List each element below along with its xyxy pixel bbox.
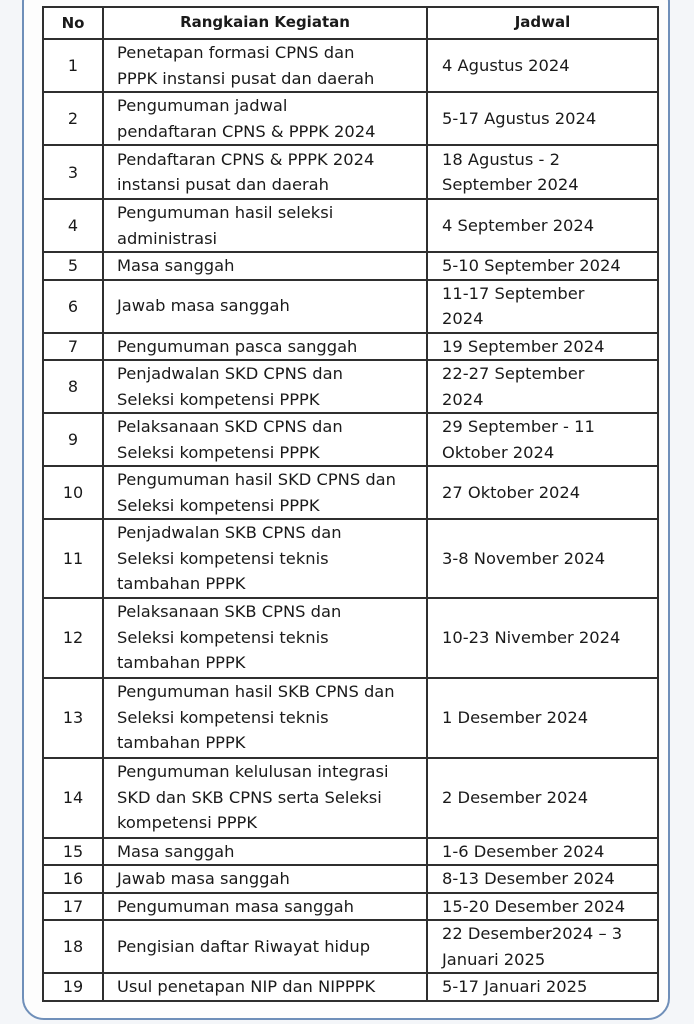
table-row xyxy=(43,252,658,280)
activity-cell xyxy=(103,252,427,280)
row-number: 1 xyxy=(43,39,103,92)
activity-cell xyxy=(103,838,427,866)
activity-line: pendaftaran CPNS & PPPK 2024 xyxy=(117,121,376,141)
table-row xyxy=(43,758,658,838)
activity-line: Pendaftaran CPNS & PPPK 2024 xyxy=(117,149,375,169)
schedule-cell xyxy=(427,865,658,893)
activity-line: Pengumuman masa sanggah xyxy=(117,896,354,916)
schedule-line: Januari 2025 xyxy=(442,949,546,969)
activity-cell xyxy=(103,973,427,1001)
row-number: 17 xyxy=(43,893,103,921)
schedule-line: 2024 xyxy=(442,309,484,328)
activity-cell xyxy=(103,598,427,678)
table-row xyxy=(43,519,658,598)
activity-cell xyxy=(103,333,427,361)
activity-line: Seleksi kompetensi PPPK xyxy=(117,442,320,462)
activity-line: tambahan PPPK xyxy=(117,653,246,673)
activity-line: Seleksi kompetensi teknis xyxy=(117,627,329,647)
table-row xyxy=(43,973,658,1001)
activity-cell xyxy=(103,893,427,921)
row-number: 6 xyxy=(43,280,103,333)
row-number: 4 xyxy=(43,199,103,252)
table-header-row xyxy=(43,7,658,39)
schedule-line: 29 September - 11 xyxy=(442,417,595,436)
table-row xyxy=(43,280,658,333)
schedule-line: 15-20 Desember 2024 xyxy=(442,896,626,916)
activity-line: administrasi xyxy=(117,228,218,248)
schedule-cell xyxy=(427,893,658,921)
row-number: 3 xyxy=(43,145,103,199)
activity-line: Seleksi kompetensi PPPK xyxy=(117,495,320,515)
schedule-line: 3-8 November 2024 xyxy=(442,548,606,568)
schedule-cell xyxy=(427,519,658,598)
activity-line: Pengumuman jadwal xyxy=(117,96,288,115)
activity-cell xyxy=(103,39,427,92)
activity-line: kompetensi PPPK xyxy=(117,813,258,833)
activity-line: instansi pusat dan daerah xyxy=(117,175,329,194)
schedule-line: 8-13 Desember 2024 xyxy=(442,869,615,888)
row-number: 7 xyxy=(43,333,103,361)
activity-line: Seleksi kompetensi teknis xyxy=(117,548,329,568)
schedule-line: 22 Desember2024 – 3 xyxy=(442,924,623,943)
activity-line: Masa sanggah xyxy=(117,256,235,275)
table-row xyxy=(43,893,658,921)
activity-line: Masa sanggah xyxy=(117,841,235,861)
schedule-cell xyxy=(427,973,658,1001)
activity-line: SKD dan SKB CPNS serta Seleksi xyxy=(117,787,382,807)
schedule-line: 10-23 Nivember 2024 xyxy=(442,627,621,647)
schedule-line: 19 September 2024 xyxy=(442,336,605,356)
schedule-line: 1-6 Desember 2024 xyxy=(442,841,605,861)
table-row xyxy=(43,360,658,413)
activity-line: Jawab masa sanggah xyxy=(117,869,290,888)
schedule-cell xyxy=(427,280,658,333)
activity-line: Pengisian daftar Riwayat hidup xyxy=(117,936,371,956)
schedule-cell xyxy=(427,678,658,758)
schedule-line: 2024 xyxy=(442,389,484,409)
table-row xyxy=(43,598,658,678)
activity-line: Seleksi kompetensi PPPK xyxy=(117,389,320,409)
row-number: 5 xyxy=(43,252,103,280)
activity-cell xyxy=(103,758,427,838)
activity-line: tambahan PPPK xyxy=(117,574,246,593)
row-number: 10 xyxy=(43,466,103,519)
header-schedule: Jadwal xyxy=(427,7,658,39)
activity-cell xyxy=(103,865,427,893)
activity-cell xyxy=(103,519,427,598)
activity-line: Seleksi kompetensi teknis xyxy=(117,707,329,727)
activity-line: PPPK instansi pusat dan daerah xyxy=(117,68,375,88)
table-row xyxy=(43,92,658,145)
schedule-line: 5-17 Januari 2025 xyxy=(442,977,588,996)
schedule-line: 4 September 2024 xyxy=(442,215,595,235)
table-row xyxy=(43,333,658,361)
schedule-cell xyxy=(427,838,658,866)
header-no: No xyxy=(43,7,103,39)
activity-line: Pengumuman hasil seleksi xyxy=(117,203,334,222)
table-row xyxy=(43,920,658,973)
schedule-line: 22-27 September xyxy=(442,364,585,383)
activity-line: Penjadwalan SKB CPNS dan xyxy=(117,523,342,542)
row-number: 2 xyxy=(43,92,103,145)
row-number: 15 xyxy=(43,838,103,866)
schedule-line: 27 Oktober 2024 xyxy=(442,482,581,502)
table-row xyxy=(43,466,658,519)
schedule-line: 18 Agustus - 2 xyxy=(442,149,560,169)
schedule-cell xyxy=(427,360,658,413)
activity-line: Usul penetapan NIP dan NIPPPK xyxy=(117,977,376,996)
row-number: 18 xyxy=(43,920,103,973)
header-activity: Rangkaian Kegiatan xyxy=(103,7,427,39)
schedule-cell xyxy=(427,758,658,838)
activity-line: tambahan PPPK xyxy=(117,733,246,753)
schedule-cell xyxy=(427,920,658,973)
row-number: 13 xyxy=(43,678,103,758)
schedule-line: 4 Agustus 2024 xyxy=(442,55,570,75)
schedule-table xyxy=(42,6,659,1002)
activity-line: Pengumuman hasil SKB CPNS dan xyxy=(117,682,395,702)
table-row xyxy=(43,145,658,199)
schedule-line: 2 Desember 2024 xyxy=(442,787,589,807)
activity-line: Jawab masa sanggah xyxy=(117,296,290,316)
activity-cell xyxy=(103,678,427,758)
schedule-line: 11-17 September xyxy=(442,283,585,303)
row-number: 19 xyxy=(43,973,103,1001)
activity-cell xyxy=(103,466,427,519)
activity-line: Pelaksanaan SKD CPNS dan xyxy=(117,417,343,436)
row-number: 9 xyxy=(43,413,103,466)
activity-line: Pengumuman hasil SKD CPNS dan xyxy=(117,470,396,489)
row-number: 11 xyxy=(43,519,103,598)
schedule-cell xyxy=(427,145,658,199)
schedule-cell xyxy=(427,466,658,519)
activity-cell xyxy=(103,360,427,413)
table-body xyxy=(43,39,658,1001)
table-row xyxy=(43,865,658,893)
activity-cell xyxy=(103,92,427,145)
row-number: 12 xyxy=(43,598,103,678)
table-row xyxy=(43,678,658,758)
schedule-cell xyxy=(427,199,658,252)
schedule-cell xyxy=(427,598,658,678)
table-row xyxy=(43,199,658,252)
schedule-cell xyxy=(427,252,658,280)
activity-line: Pelaksanaan SKB CPNS dan xyxy=(117,602,342,622)
table-row xyxy=(43,39,658,92)
schedule-line: 5-17 Agustus 2024 xyxy=(442,108,597,128)
activity-cell xyxy=(103,145,427,199)
activity-cell xyxy=(103,280,427,333)
schedule-cell xyxy=(427,413,658,466)
activity-line: Pengumuman kelulusan integrasi xyxy=(117,762,389,782)
row-number: 14 xyxy=(43,758,103,838)
activity-line: Penjadwalan SKD CPNS dan xyxy=(117,364,343,383)
row-number: 16 xyxy=(43,865,103,893)
schedule-line: Oktober 2024 xyxy=(442,442,555,462)
schedule-line: 1 Desember 2024 xyxy=(442,707,589,727)
activity-cell xyxy=(103,413,427,466)
schedule-line: 5-10 September 2024 xyxy=(442,256,621,275)
activity-line: Pengumuman pasca sanggah xyxy=(117,336,358,356)
schedule-cell xyxy=(427,333,658,361)
row-number: 8 xyxy=(43,360,103,413)
schedule-line: September 2024 xyxy=(442,175,579,194)
table-row xyxy=(43,838,658,866)
activity-cell xyxy=(103,920,427,973)
activity-cell xyxy=(103,199,427,252)
activity-line: Penetapan formasi CPNS dan xyxy=(117,43,355,62)
schedule-cell xyxy=(427,92,658,145)
table-row xyxy=(43,413,658,466)
schedule-cell xyxy=(427,39,658,92)
